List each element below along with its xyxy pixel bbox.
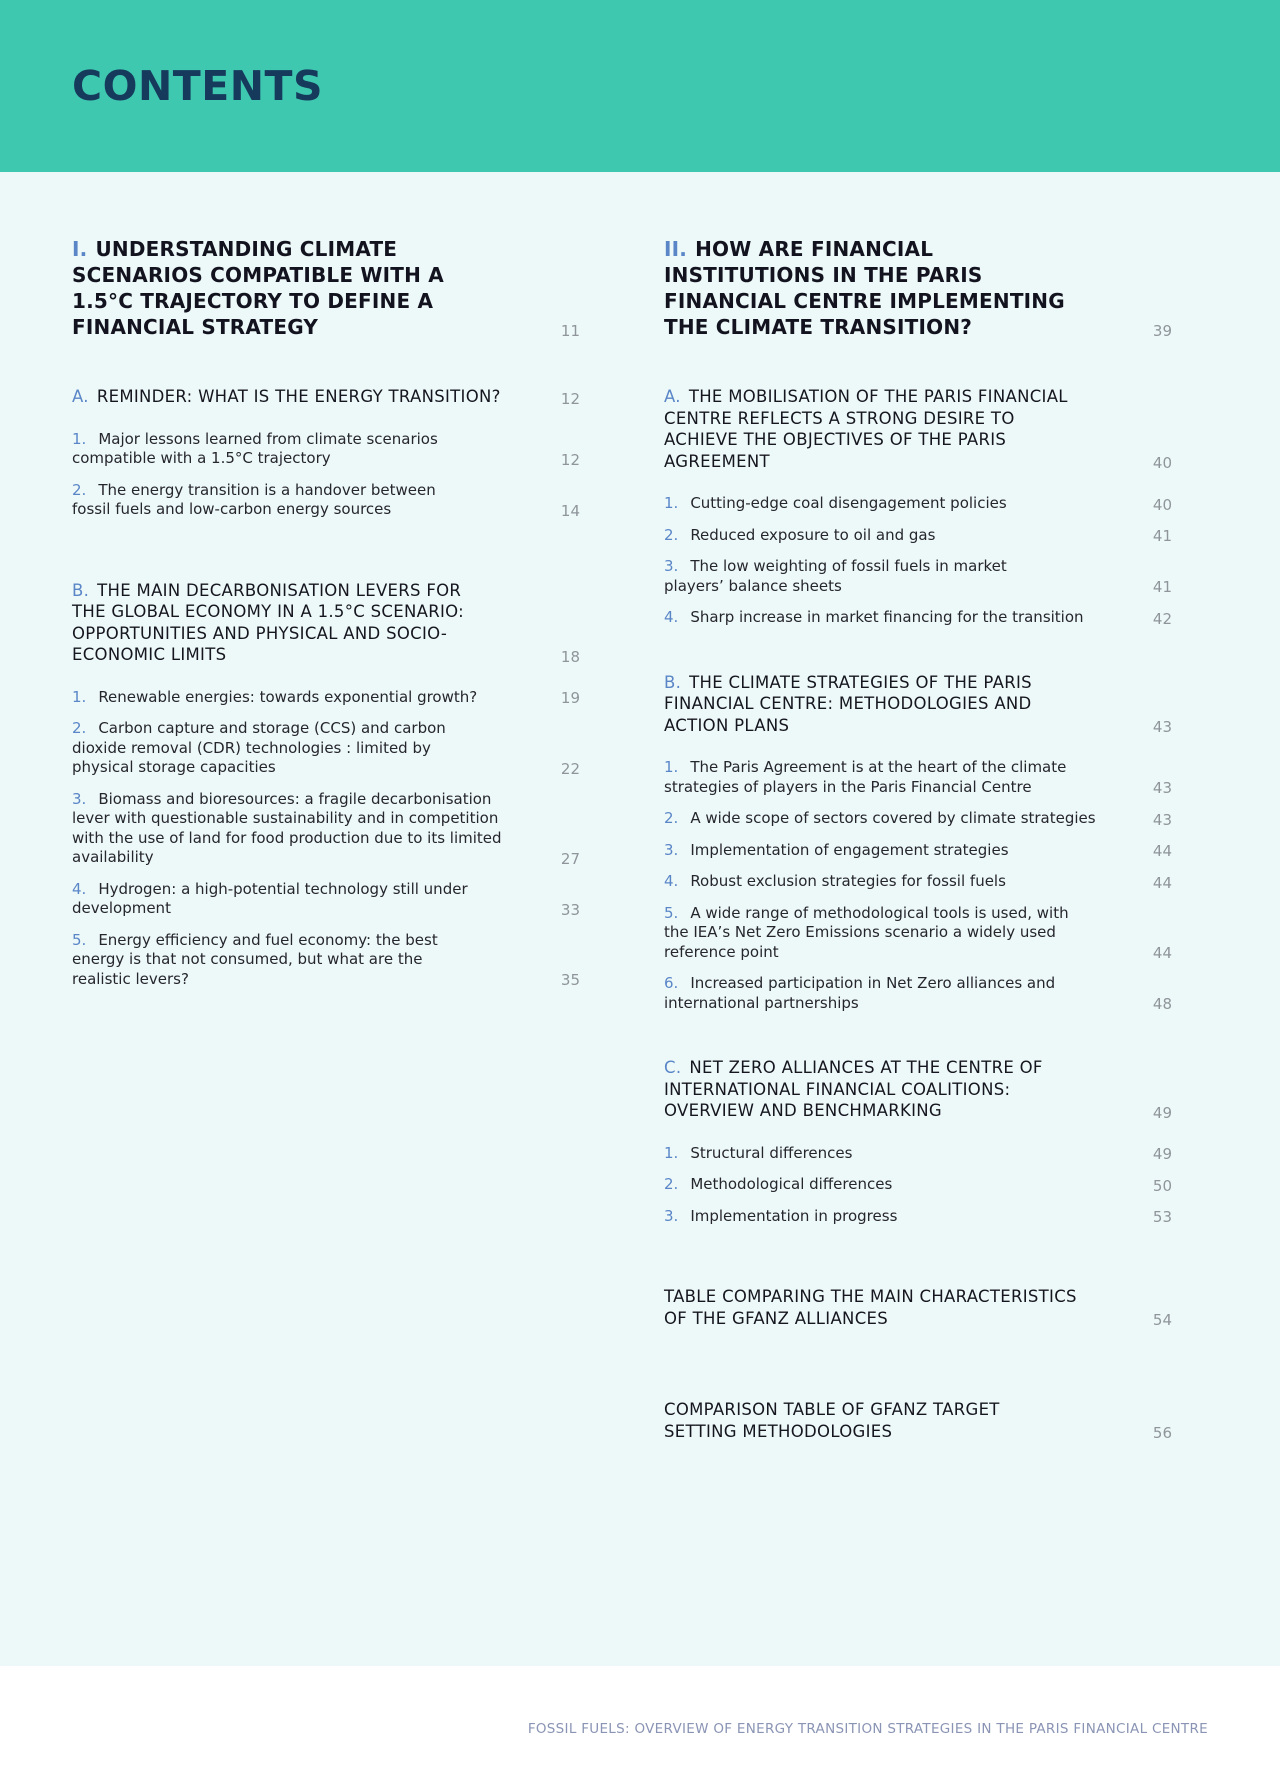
page-number: 44	[1152, 873, 1172, 892]
page-number: 35	[560, 971, 580, 989]
item-number: 2.	[664, 1175, 679, 1193]
item-text: Hydrogen: a high-potential technology still under development	[72, 879, 468, 917]
toc-item[interactable]	[664, 841, 1172, 861]
item-text: Methodological differences	[690, 1175, 893, 1193]
item-text: Implementation of engagement strategies	[690, 840, 1009, 859]
page-number: 43	[1152, 718, 1172, 736]
page-number: 41	[1152, 527, 1172, 545]
item-text: The energy transition is a handover between fossil fuels and low-carbon energy sources	[72, 480, 436, 518]
item-number: 3.	[664, 840, 679, 859]
item-number: 2.	[664, 525, 679, 544]
page-number: 43	[1152, 779, 1172, 797]
part-title: HOW ARE FINANCIAL INSTITUTIONS IN THE PARIS FINANCIAL CENTRE IMPLEMENTING THE CLIMATE TRANSITION?	[664, 237, 1065, 339]
section-letter: A.	[72, 387, 89, 406]
page-number: 40	[1152, 454, 1172, 472]
item-number: 2.	[664, 809, 679, 827]
page-number: 53	[1152, 1208, 1172, 1226]
item-number: 4.	[72, 879, 87, 898]
item-number: 4.	[664, 872, 679, 890]
footer-title: FOSSIL FUELS: OVERVIEW OF ENERGY TRANSITION STRATEGIES IN THE PARIS FINANCIAL CENTRE	[527, 1721, 1208, 1737]
toc-item[interactable]	[664, 974, 1172, 1013]
header-banner	[0, 0, 1280, 172]
item-text: Sharp increase in market financing for the transition	[690, 608, 1084, 626]
item-text: Biomass and bioresources: a fragile decarbonisation lever with questionable sustainability and in competition with the use of land for food production due to its limited availability	[72, 789, 502, 866]
page-number: 14	[560, 501, 580, 520]
toc-item[interactable]	[72, 481, 580, 520]
item-text: Renewable energies: towards exponential growth?	[98, 687, 478, 706]
toc-item[interactable]	[664, 1175, 1172, 1195]
toc-item[interactable]	[664, 1144, 1172, 1164]
toc-extra-gfanz-alliances[interactable]	[664, 1286, 1172, 1329]
item-number: 1.	[664, 494, 679, 512]
page-title: CONTENTS	[72, 62, 324, 110]
item-number: 6.	[664, 974, 679, 992]
page-number: 54	[1152, 1311, 1172, 1329]
page-number: 22	[560, 759, 580, 778]
page-number: 12	[560, 389, 580, 408]
item-text: Increased participation in Net Zero alliances and international partnerships	[664, 974, 1056, 1012]
page-number: 48	[1152, 995, 1172, 1013]
toc-section-1a[interactable]	[72, 386, 580, 408]
toc-item[interactable]	[72, 719, 580, 778]
toc-section-2b[interactable]	[664, 672, 1172, 737]
toc-item[interactable]	[664, 872, 1172, 892]
page-number: 41	[1152, 578, 1172, 596]
page-number: 44	[1152, 944, 1172, 962]
part-title: UNDERSTANDING CLIMATE SCENARIOS COMPATIBLE WITH A 1.5°C TRAJECTORY TO DEFINE A FINANCIAL STRATEGY	[72, 237, 444, 339]
item-number: 4.	[664, 608, 679, 626]
page-number: 33	[560, 900, 580, 919]
page-number: 49	[1152, 1145, 1172, 1163]
page-number: 19	[560, 689, 580, 707]
item-number: 2.	[72, 480, 87, 499]
toc-item[interactable]	[664, 526, 1172, 546]
part-number: I.	[72, 237, 88, 261]
item-number: 1.	[72, 429, 87, 448]
section-title: THE CLIMATE STRATEGIES OF THE PARIS FINANCIAL CENTRE: METHODOLOGIES AND ACTION PLANS	[664, 672, 1032, 735]
item-text: Cutting-edge coal disengagement policies	[690, 494, 1007, 512]
section-title: NET ZERO ALLIANCES AT THE CENTRE OF INTERNATIONAL FINANCIAL COALITIONS: OVERVIEW AND BENCHMARKING	[664, 1058, 1043, 1120]
toc-item[interactable]	[72, 430, 580, 469]
toc-section-2c[interactable]	[664, 1057, 1172, 1122]
item-text: Energy efficiency and fuel economy: the best energy is that not consumed, but what are the realistic levers?	[72, 930, 438, 988]
page-number: 11	[560, 322, 580, 340]
toc-extra-gfanz-methodologies[interactable]	[664, 1399, 1172, 1442]
page-number: 39	[1152, 322, 1172, 340]
item-number: 5.	[664, 903, 679, 922]
toc-item[interactable]	[72, 880, 580, 919]
item-number: 3.	[664, 557, 679, 575]
toc-item[interactable]	[664, 494, 1172, 514]
section-title: TABLE COMPARING THE MAIN CHARACTERISTICS OF THE GFANZ ALLIANCES	[664, 1287, 1077, 1328]
page-number: 50	[1152, 1176, 1172, 1195]
item-number: 3.	[72, 789, 87, 808]
section-letter: C.	[664, 1058, 682, 1077]
section-letter: B.	[664, 672, 682, 692]
item-text: A wide range of methodological tools is used, with the IEA’s Net Zero Emissions scenario a widely used reference point	[664, 903, 1069, 961]
section-title: THE MAIN DECARBONISATION LEVERS FOR THE GLOBAL ECONOMY IN A 1.5°C SCENARIO: OPPORTUNITIES AND PHYSICAL AND SOCIO-ECONOMIC LIMITS	[72, 580, 464, 664]
item-text: Implementation in progress	[690, 1206, 898, 1225]
item-text: Structural differences	[690, 1143, 853, 1162]
item-number: 1.	[664, 758, 679, 776]
toc-column-left	[72, 236, 580, 1001]
toc-part-1[interactable]	[72, 236, 580, 340]
section-letter: B.	[72, 580, 90, 600]
page-number: 44	[1152, 842, 1172, 860]
section-letter: A.	[664, 387, 681, 406]
page-number: 43	[1152, 810, 1172, 829]
toc-item[interactable]	[664, 1207, 1172, 1227]
toc-item[interactable]	[72, 688, 580, 708]
item-number: 5.	[72, 930, 87, 949]
section-title: COMPARISON TABLE OF GFANZ TARGET SETTING METHODOLOGIES	[664, 1400, 1000, 1441]
item-number: 1.	[664, 1143, 679, 1162]
item-text: Robust exclusion strategies for fossil fuels	[690, 872, 1006, 890]
page-number: 27	[560, 849, 580, 868]
item-text: The Paris Agreement is at the heart of the climate strategies of players in the Paris Financial Centre	[664, 758, 1067, 796]
item-text: Carbon capture and storage (CCS) and carbon dioxide removal (CDR) technologies : limited by physical storage capacities	[72, 719, 446, 776]
page-number: 40	[1152, 495, 1172, 514]
toc-section-1b[interactable]	[72, 580, 580, 666]
toc-item[interactable]	[72, 790, 580, 868]
item-text: Reduced exposure to oil and gas	[690, 525, 936, 544]
part-number: II.	[664, 237, 688, 261]
page-number: 18	[560, 647, 580, 666]
item-text: A wide scope of sectors covered by climate strategies	[690, 809, 1096, 827]
toc-item[interactable]	[664, 758, 1172, 797]
page-number: 49	[1152, 1103, 1172, 1122]
toc-part-2[interactable]	[664, 236, 1172, 340]
toc-section-2a[interactable]	[664, 386, 1172, 472]
toc-item[interactable]	[664, 904, 1172, 963]
section-title: THE MOBILISATION OF THE PARIS FINANCIAL CENTRE REFLECTS A STRONG DESIRE TO ACHIEVE THE OBJECTIVES OF THE PARIS AGREEMENT	[664, 387, 1068, 471]
item-text: Major lessons learned from climate scenarios compatible with a 1.5°C trajectory	[72, 429, 438, 467]
item-number: 2.	[72, 719, 87, 737]
toc-item[interactable]	[664, 608, 1172, 628]
item-text: The low weighting of fossil fuels in market players’ balance sheets	[664, 557, 1007, 595]
page-number: 56	[1152, 1424, 1172, 1442]
page-number: 42	[1152, 609, 1172, 628]
toc-item[interactable]	[72, 931, 580, 990]
section-title: REMINDER: WHAT IS THE ENERGY TRANSITION?	[96, 387, 501, 406]
toc-item[interactable]	[664, 809, 1172, 829]
toc-column-right	[664, 236, 1172, 1464]
toc-item[interactable]	[664, 557, 1172, 596]
item-number: 1.	[72, 687, 87, 706]
item-number: 3.	[664, 1206, 679, 1225]
page-number: 12	[560, 450, 580, 469]
